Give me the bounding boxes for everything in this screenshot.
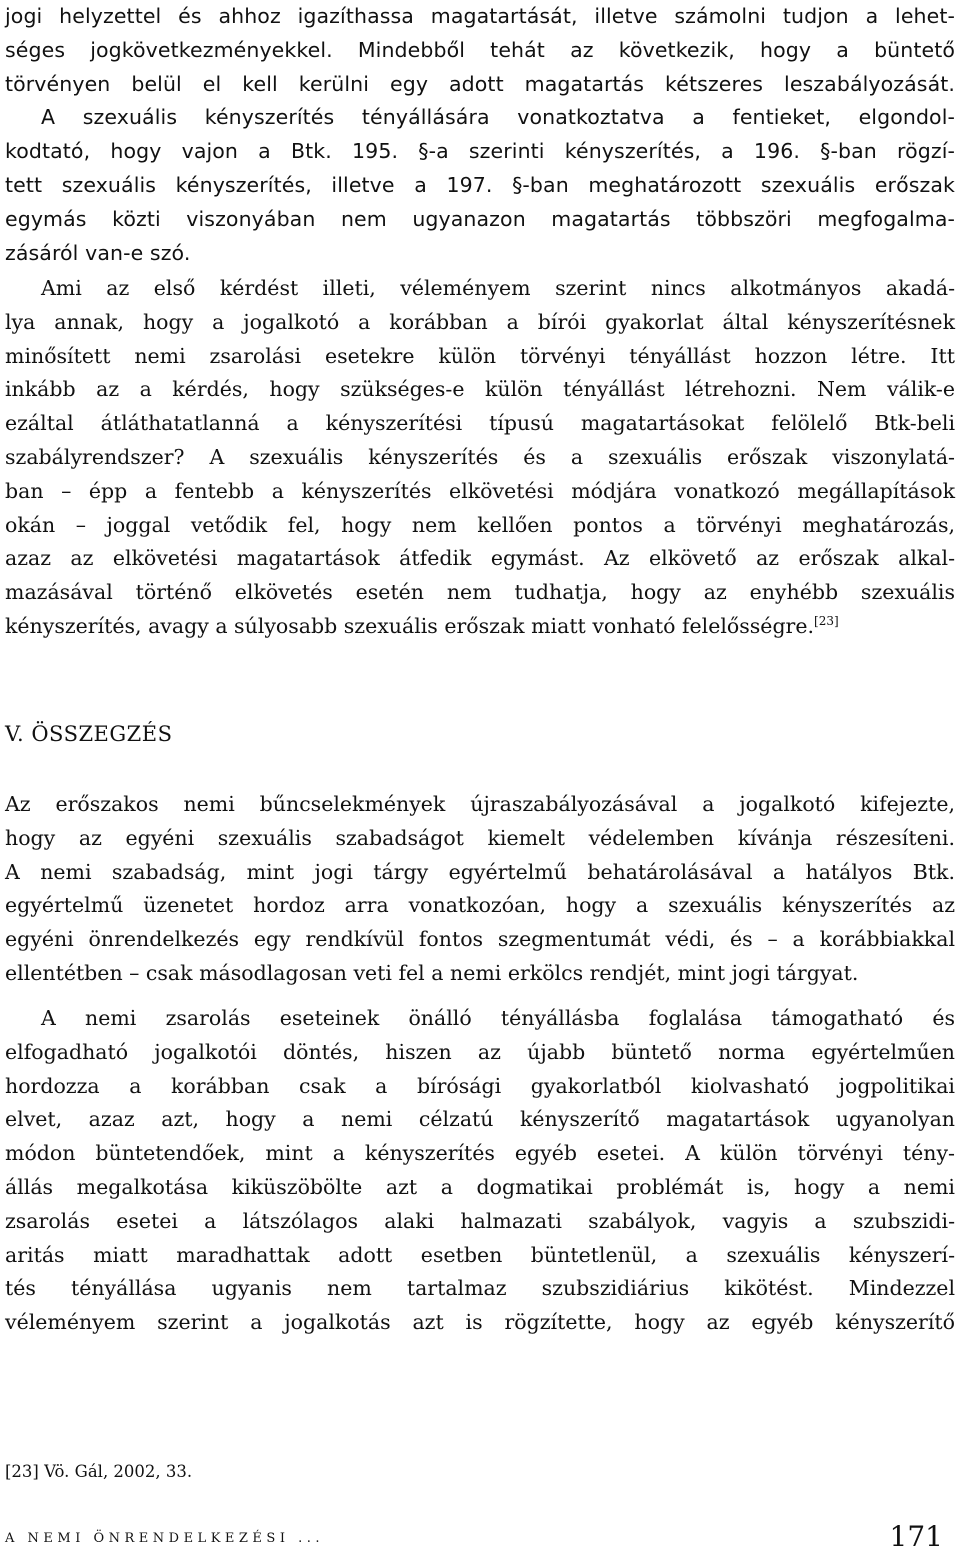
text-line: törvényen belül el kell kerülni egy adott magatartás kétszeres leszabályozását. (5, 71, 955, 96)
text-line: minősített nemi zsarolási esetekre külön törvényi tényállást hozzon létre. Itt (5, 343, 955, 368)
text-line: egyértelmű üzenetet hordoz arra vonatkozóan, hogy a szexuális kényszerítés az (5, 893, 955, 918)
text-line: okán – joggal vetődik fel, hogy nem kellően pontos a törvényi meghatározás, (5, 512, 955, 537)
text-line: egyéni önrendelkezés egy rendkívül fontos szegmentumát védi, és – a korábbiakkal (5, 927, 955, 952)
text-line: állás megalkotása kiküszöbölte azt a dogmatikai problémát is, hogy a nemi (5, 1174, 955, 1199)
text-line: azaz az elkövetési magatartások átfedik egymást. Az elkövető az erőszak alkal- (5, 546, 955, 571)
text-line: lya annak, hogy a jogalkotó a korábban a bírói gyakorlat által kényszerítésnek (5, 309, 955, 334)
footnote-reference[interactable]: [23] (814, 614, 839, 629)
text-line: A nemi szabadság, mint jogi tárgy egyértelmű behatárolásával a hatályos Btk. (5, 859, 955, 884)
paragraph-continuation (5, 0, 955, 270)
text-line: véleményem szerint a jogalkotás azt is rögzítette, hogy az egyéb kényszerítő (5, 1310, 955, 1335)
text-line (5, 610, 955, 644)
text-line: ezáltal átláthatatlanná a kényszerítési típusú magatartásokat felölelő Btk-beli (5, 411, 955, 436)
text-line-content: kényszerítés, avagy a súlyosabb szexuális erőszak miatt vonható felelősségre. (5, 613, 815, 638)
text-line: egymás közti viszonyában nem ugyanazon magatartás többszöri megfogalma- (5, 206, 955, 231)
page-number: 171 (889, 1520, 943, 1553)
text-line: séges jogkövetkezményekkel. Mindebből tehát az következik, hogy a büntető (5, 37, 955, 62)
page-footer (5, 1520, 955, 1553)
text-line: módon büntetendőek, mint a kényszerítés egyéb esetei. A külön törvényi tény- (5, 1141, 955, 1166)
paragraph-sexual-extortion (5, 1002, 955, 1340)
text-line: A nemi zsarolás eseteinek önálló tényállásba foglalása támogatható és (41, 1006, 955, 1030)
text-line: ellentétben – csak másodlagosan veti fel a nemi erkölcs rendjét, mint jogi tárgyat. (5, 960, 859, 985)
text-line: szabályrendszer? A szexuális kényszerítés és a szexuális erőszak viszonylatá- (5, 444, 955, 469)
document-page (5, 0, 955, 1554)
text-line: elfogadható jogalkotói döntés, hiszen az újabb büntető norma egyértelműen (5, 1039, 955, 1064)
text-line: zásáról van-e szó. (5, 240, 191, 265)
paragraph-first-question (5, 272, 955, 644)
text-line: Az erőszakos nemi bűncselekmények újraszabályozásával a jogalkotó kifejezte, (5, 792, 955, 816)
text-line: hordozza a korábban csak a bírósági gyakorlatból kiolvasható jogpolitikai (5, 1073, 955, 1098)
text-line: jogi helyzettel és ahhoz igazíthassa magatartását, illetve számolni tudjon a lehet- (5, 4, 955, 28)
footnote: [23] Vö. Gál, 2002, 33. (5, 1462, 193, 1481)
text-line: zsarolás esetei a látszólagos alaki halmazati szabályok, vagyis a szubszidi- (5, 1208, 955, 1233)
running-head: A NEMI ÖNRENDELKEZÉSI ... (5, 1531, 324, 1546)
text-line: A szexuális kényszerítés tényállására vonatkoztatva a fentieket, elgondol- (41, 105, 955, 130)
text-line: tett szexuális kényszerítés, illetve a 197. §-ban meghatározott szexuális erőszak (5, 172, 955, 197)
text-line: tés tényállása ugyanis nem tartalmaz szubszidiárius kikötést. Mindezzel (5, 1276, 955, 1301)
text-line: inkább az a kérdés, hogy szükséges-e külön tényállást létrehozni. Nem válik-e (5, 377, 955, 402)
text-line: mazásával történő elkövetés esetén nem tudhatja, hogy az enyhébb szexuális (5, 580, 955, 605)
text-line: aritás miatt maradhattak adott esetben büntetlenül, a szexuális kényszerí- (5, 1242, 955, 1267)
text-line: elvet, azaz azt, hogy a nemi célzatú kényszerítő magatartások ugyanolyan (5, 1107, 955, 1132)
text-line: kodtató, hogy vajon a Btk. 195. §-a szerinti kényszerítés, a 196. §-ban rögzí- (5, 139, 955, 164)
paragraph-summary (5, 788, 955, 991)
text-line: ban – épp a fentebb a kényszerítés elkövetési módjára vonatkozó megállapítások (5, 478, 955, 503)
section-heading: V. ÖSSZEGZÉS (5, 722, 173, 746)
text-line: hogy az egyéni szexuális szabadságot kiemelt védelemben kívánja részesíteni. (5, 825, 955, 850)
text-line: Ami az első kérdést illeti, véleményem szerint nincs alkotmányos akadá- (41, 276, 955, 300)
